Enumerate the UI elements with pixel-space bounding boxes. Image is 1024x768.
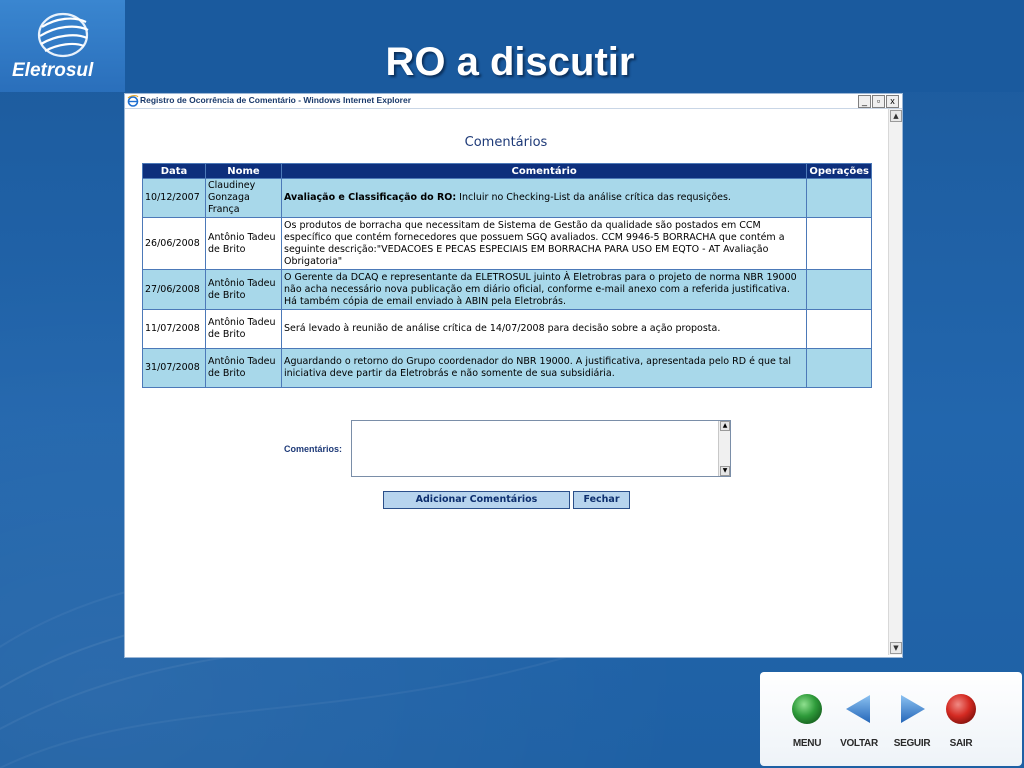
cell-comment [282,179,807,218]
back-arrow-icon [842,692,876,726]
cell-date: 11/07/2008 [143,310,206,349]
table-row [143,218,872,270]
nav-back[interactable] [834,692,884,749]
slide-navigation [760,672,1022,766]
cell-name: Antônio Tadeu de Brito [206,270,282,310]
column-header-name: Nome [206,164,282,179]
eletrosul-logo [0,0,125,92]
red-circle-icon [944,692,978,726]
nav-exit[interactable] [936,692,986,749]
scroll-down-icon[interactable]: ▼ [720,466,730,476]
page-content [125,109,887,655]
close-button[interactable]: x [886,95,899,108]
scroll-up-icon[interactable]: ▲ [890,110,902,122]
add-comment-button[interactable]: Adicionar Comentários [383,491,570,509]
comment-bold-prefix: Avaliação e Classificação do RO: [284,192,457,203]
internet-explorer-icon [127,95,139,107]
maximize-button[interactable]: ▫ [872,95,885,108]
cell-comment: Os produtos de borracha que necessitam de Sistema de Gestão da qualidade são postados em CCM específico que contém fornecedores que possuem SGQ avaliados. CCM 9946-5 BORRACHA que contém a seguinte descrição:"VEDACOES E PECAS ESPECIAIS EM BORRACHA PARA USO EM EQTO - AT Avaliação Obrigatoria" [282,218,807,270]
cell-operations [807,179,872,218]
cell-date: 27/06/2008 [143,270,206,310]
cell-operations [807,310,872,349]
cell-operations [807,218,872,270]
page-heading: Comentários [464,135,548,150]
nav-exit-label: SAIR [949,738,973,749]
cell-name: Claudiney Gonzaga França [206,179,282,218]
table-row [143,270,872,310]
minimize-button[interactable]: _ [858,95,871,108]
globe-logo-icon [34,10,92,60]
scroll-down-icon[interactable]: ▼ [890,642,902,654]
table-row [143,310,872,349]
nav-menu[interactable] [782,692,832,749]
comment-field-label: Comentários: [284,444,343,454]
cell-name: Antônio Tadeu de Brito [206,218,282,270]
cell-date: 10/12/2007 [143,179,206,218]
cell-name: Antônio Tadeu de Brito [206,349,282,388]
comment-text: Incluir no Checking-List da análise crítica das requsições. [456,192,731,203]
cell-operations [807,349,872,388]
window-title: Registro de Ocorrência de Comentário - Windows Internet Explorer [140,95,412,105]
cell-comment: O Gerente da DCAQ e representante da ELETROSUL juinto À Eletrobras para o projeto de norma NBR 19000 não acha necessário nova publicação em diário oficial, conforme e-mail anexo com a referida justificativa. Há também cópia de email enviado à ABIN pela Eletrobrás. [282,270,807,310]
cell-comment: Aguardando o retorno do Grupo coordenador do NBR 19000. A justificativa, apresentada pelo RD é que tal iniciativa deve partir da Eletrobrás e não somente de sua subsidiária. [282,349,807,388]
scroll-up-icon[interactable]: ▲ [720,421,730,431]
table-header-row [143,164,872,179]
cell-name: Antônio Tadeu de Brito [206,310,282,349]
browser-window [124,93,903,658]
cell-date: 31/07/2008 [143,349,206,388]
close-page-button[interactable]: Fechar [573,491,630,509]
page-scrollbar[interactable] [888,109,902,655]
nav-forward-label: SEGUIR [893,738,931,749]
column-header-comment: Comentário [282,164,807,179]
window-controls [858,95,899,107]
column-header-operations: Operações [807,164,872,179]
column-header-date: Data [143,164,206,179]
table-row [143,179,872,218]
green-circle-icon [790,692,824,726]
cell-operations [807,270,872,310]
cell-date: 26/06/2008 [143,218,206,270]
slide-title: RO a discutir [385,40,635,84]
table-row [143,349,872,388]
textarea-scrollbar[interactable] [718,421,730,476]
forward-arrow-icon [895,692,929,726]
nav-forward[interactable] [887,692,937,749]
window-titlebar[interactable] [125,94,902,109]
comments-table [142,163,872,388]
nav-menu-label: MENU [792,738,822,749]
cell-comment: Será levado à reunião de análise crítica de 14/07/2008 para decisão sobre a ação proposta. [282,310,807,349]
logo-text: Eletrosul [12,60,94,81]
nav-back-label: VOLTAR [840,738,878,749]
comment-textarea[interactable] [351,420,731,477]
